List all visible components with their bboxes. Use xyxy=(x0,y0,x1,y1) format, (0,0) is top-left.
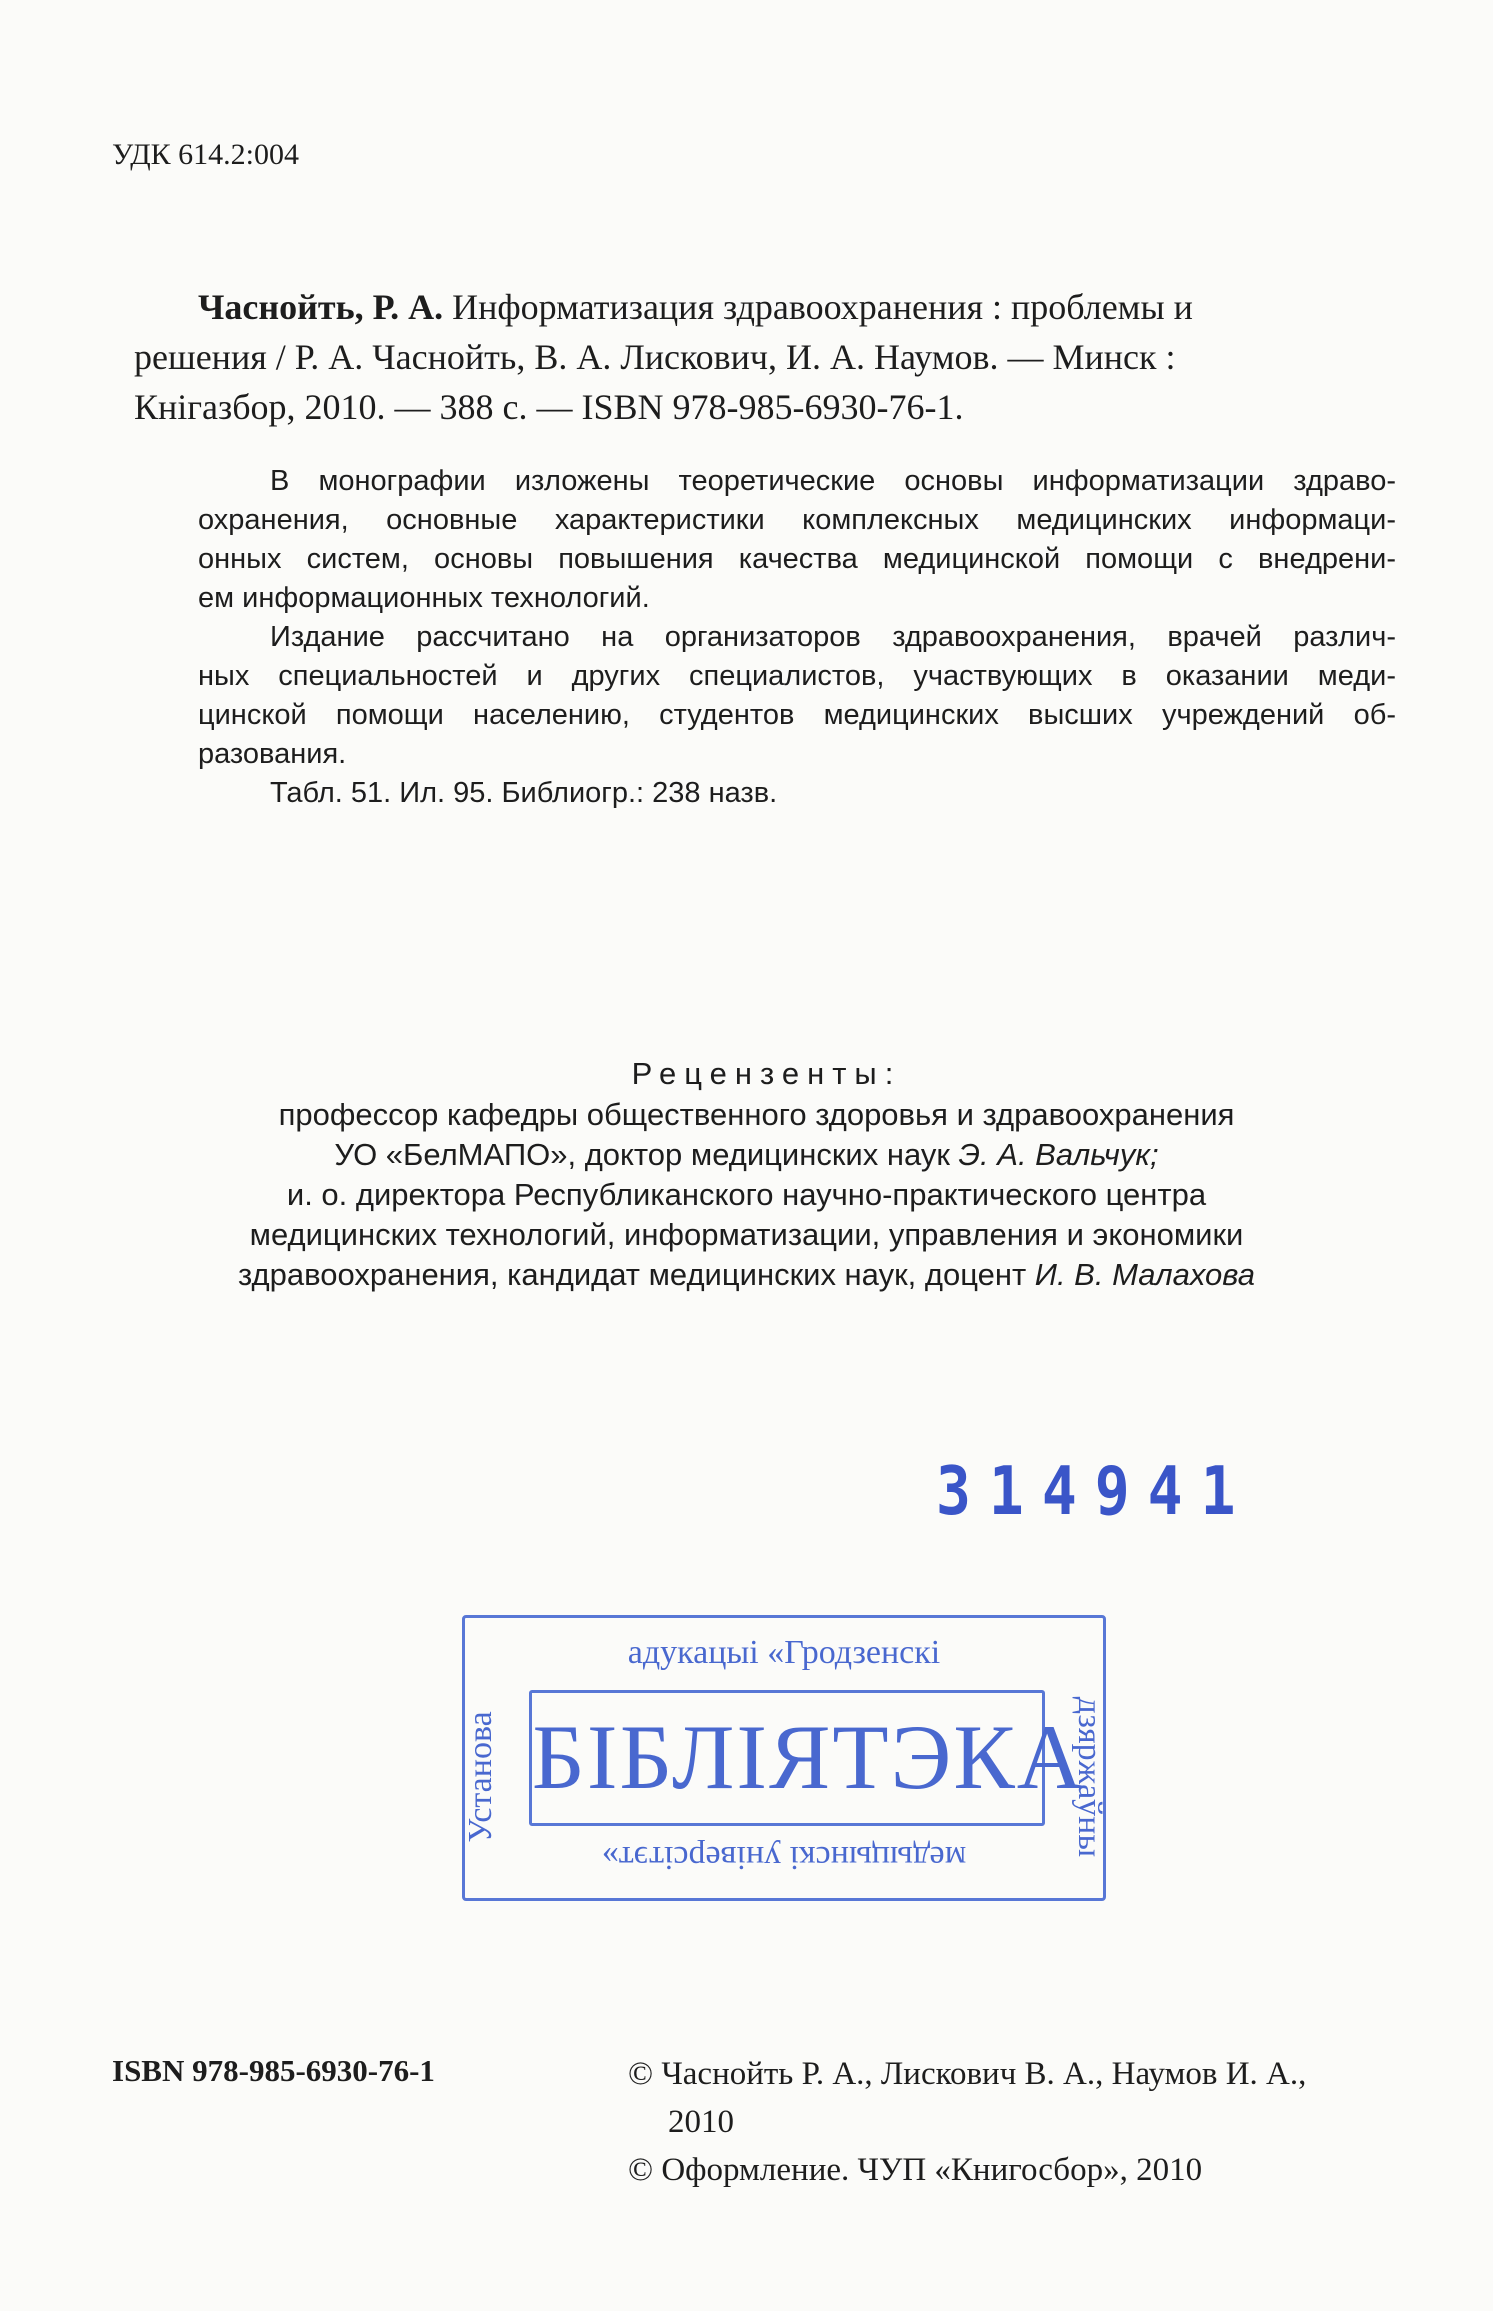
annotation-line: онных систем, основы повышения качества медицинской помощи с внедрени- xyxy=(198,543,1396,575)
reviewer-line: профессор кафедры общественного здоровья и здравоохранения xyxy=(278,1097,1235,1132)
stamp-main-text: БІБЛІЯТЭКА xyxy=(532,1706,1086,1808)
biblio-line-3: Кнiгазбор, 2010. — 388 с. — ISBN 978-985-6930-76-1. xyxy=(134,387,964,427)
bibliographic-record xyxy=(134,282,1398,432)
reviewer-name: И. В. Малахова xyxy=(1034,1257,1256,1292)
biblio-author: Часнойть, Р. А. xyxy=(198,287,444,327)
stamp-top-text: адукацыі «Гродзенскі xyxy=(627,1634,941,1671)
reviewer-line xyxy=(0,1135,1493,1175)
annotation-line: разования. xyxy=(198,738,347,770)
reviewer-line xyxy=(0,1255,1493,1295)
biblio-line-1 xyxy=(198,282,1398,332)
annotation-line: охранения, основные характеристики комплексных медицинских информаци- xyxy=(198,504,1396,536)
reviewer-line: и. о. директора Республиканского научно-практического центра xyxy=(286,1177,1207,1212)
reviewer-name: Э. А. Вальчук; xyxy=(958,1137,1159,1172)
udc-code: УДК 614.2:004 xyxy=(112,138,300,171)
library-stamp xyxy=(462,1615,1106,1901)
annotation-line: Издание рассчитано на организаторов здравоохранения, врачей различ- xyxy=(270,621,1396,653)
copyright-year: 2010 xyxy=(668,2104,734,2140)
biblio-line-2: решения / Р. А. Часнойть, В. А. Лискович, И. А. Наумов. — Минск : xyxy=(134,337,1176,377)
reviewer-affiliation: УО «БелМАПО», доктор медицинских наук xyxy=(334,1137,950,1172)
annotation-line: Табл. 51. Ил. 95. Библиогр.: 238 назв. xyxy=(270,777,778,809)
inventory-number-stamp: 314941 xyxy=(936,1452,1254,1531)
reviewers-title: Рецензенты: xyxy=(631,1056,902,1091)
copyright-design: © Оформление. ЧУП «Книгосбор», 2010 xyxy=(628,2152,1203,2188)
annotation-line: ных специальностей и других специалистов, участвующих в оказании меди- xyxy=(198,660,1396,692)
copyright-block xyxy=(628,2050,1306,2194)
reviewer-affiliation: здравоохранения, кандидат медицинских наук, доцент xyxy=(237,1257,1027,1292)
reviewer-line: медицинских технологий, информатизации, управления и экономики xyxy=(249,1217,1244,1252)
annotation-line: В монографии изложены теоретические основы информатизации здраво- xyxy=(270,465,1396,497)
reviewers-block xyxy=(0,1053,1493,1295)
annotation-line: ем информационных технологий. xyxy=(198,582,650,614)
biblio-title: Информатизация здравоохранения : проблемы и xyxy=(452,287,1193,327)
stamp-right-text: дзяржаўны xyxy=(1071,1696,1108,1858)
copyright-authors: © Часнойть Р. А., Лискович В. А., Наумов И. А., xyxy=(628,2056,1307,2092)
stamp-inner-frame xyxy=(529,1690,1086,1826)
annotation xyxy=(198,462,1396,813)
stamp-bottom-text: медыцынскі універсітэт» xyxy=(601,1839,967,1876)
annotation-line: цинской помощи населению, студентов медицинских высших учреждений об- xyxy=(198,699,1396,731)
isbn: ISBN 978-985-6930-76-1 xyxy=(112,2053,435,2088)
stamp-left-text: Установа xyxy=(462,1711,499,1843)
